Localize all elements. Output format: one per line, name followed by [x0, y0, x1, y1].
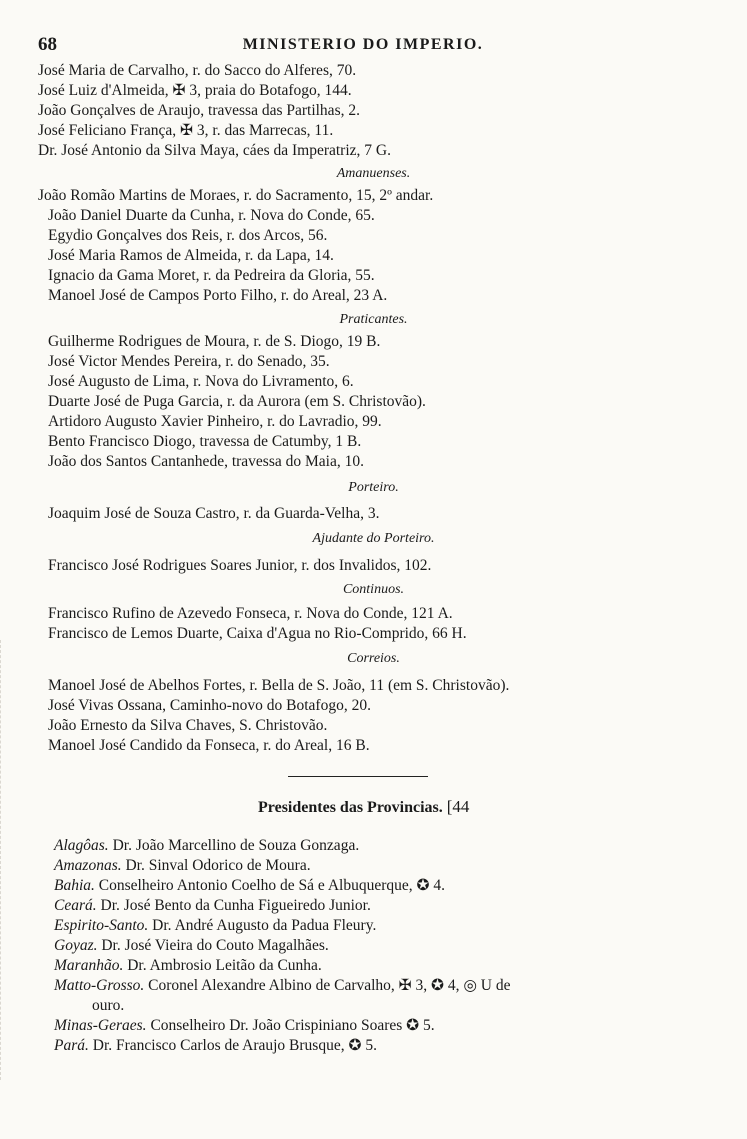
- province-president: Conselheiro Antonio Coelho de Sá e Albuquerque, ✪ 4.: [98, 877, 445, 894]
- province-entry: [54, 896, 371, 916]
- presidentes-title: Presidentes das Provincias.: [258, 799, 443, 816]
- section-heading-ajudante: Ajudante do Porteiro.: [312, 531, 435, 546]
- amanuense-line: José Maria Ramos de Almeida, r. da Lapa, 14.: [48, 247, 334, 264]
- correio-line: João Ernesto da Silva Chaves, S. Christovão.: [48, 717, 328, 734]
- province-president: Dr. Ambrosio Leitão da Cunha.: [127, 957, 322, 974]
- province-president: Dr. Francisco Carlos de Araujo Brusque, ✪ 5.: [92, 1037, 377, 1054]
- top-line: Dr. José Antonio da Silva Maya, cáes da Imperatriz, 7 G.: [38, 142, 391, 159]
- province-entry: [54, 976, 511, 996]
- province-president: Dr. José Vieira do Couto Magalhães.: [101, 937, 329, 954]
- page-header: [38, 34, 688, 58]
- province-entry: [54, 1036, 377, 1056]
- praticante-line: José Augusto de Lima, r. Nova do Livramento, 6.: [48, 373, 354, 390]
- presidentes-ref: [44: [446, 797, 470, 816]
- province-entry: [54, 956, 322, 976]
- province-president: Dr. André Augusto da Padua Fleury.: [152, 917, 377, 934]
- province-name: Minas-Geraes.: [54, 1017, 147, 1034]
- continuo-line: Francisco Rufino de Azevedo Fonseca, r. Nova do Conde, 121 A.: [48, 605, 453, 622]
- province-president: Dr. Sinval Odorico de Moura.: [125, 857, 311, 874]
- top-line: José Feliciano França, ✠ 3, r. das Marrecas, 11.: [38, 122, 334, 139]
- porteiro-line: Joaquim José de Souza Castro, r. da Guarda-Velha, 3.: [48, 505, 380, 522]
- top-line: José Luiz d'Almeida, ✠ 3, praia do Botafogo, 144.: [38, 82, 352, 99]
- province-entry: [54, 856, 311, 876]
- province-name: Amazonas.: [54, 857, 122, 874]
- page-title: MINISTERIO DO IMPERIO.: [242, 36, 484, 53]
- continuo-line: Francisco de Lemos Duarte, Caixa d'Agua no Rio-Comprido, 66 H.: [48, 625, 467, 642]
- praticante-line: José Victor Mendes Pereira, r. do Senado, 35.: [48, 353, 330, 370]
- province-name: Matto-Grosso.: [54, 977, 145, 994]
- amanuense-line: João Romão Martins de Moraes, r. do Sacramento, 15, 2º andar.: [38, 187, 434, 204]
- province-entry: [54, 1016, 435, 1036]
- section-heading-correios: Correios.: [347, 651, 400, 666]
- amanuense-line: Egydio Gonçalves dos Reis, r. dos Arcos, 56.: [48, 227, 328, 244]
- province-name: Alagôas.: [54, 837, 109, 854]
- province-name: Goyaz.: [54, 937, 98, 954]
- correio-line: Manoel José de Abelhos Fortes, r. Bella de S. João, 11 (em S. Christovão).: [48, 677, 510, 694]
- section-heading-amanuenses: Amanuenses.: [336, 166, 411, 181]
- correio-line: Manoel José Candido da Fonseca, r. do Areal, 16 B.: [48, 737, 370, 754]
- ajudante-line: Francisco José Rodrigues Soares Junior, r. dos Invalidos, 102.: [48, 557, 432, 574]
- correio-line: José Vivas Ossana, Caminho-novo do Botafogo, 20.: [48, 697, 371, 714]
- province-name: Maranhão.: [54, 957, 124, 974]
- amanuense-line: Manoel José de Campos Porto Filho, r. do Areal, 23 A.: [48, 287, 388, 304]
- praticante-line: Guilherme Rodrigues de Moura, r. de S. Diogo, 19 B.: [48, 333, 381, 350]
- section-divider: [288, 776, 428, 777]
- section-heading-praticantes: Praticantes.: [339, 312, 408, 327]
- top-line: José Maria de Carvalho, r. do Sacco do Alferes, 70.: [38, 62, 357, 79]
- province-entry: [54, 836, 359, 856]
- praticante-line: Duarte José de Puga Garcia, r. da Aurora (em S. Christovão).: [48, 393, 426, 410]
- top-line: João Gonçalves de Araujo, travessa das Partilhas, 2.: [38, 102, 360, 119]
- section-heading-continuos: Continuos.: [342, 582, 405, 597]
- province-name: Bahia.: [54, 877, 95, 894]
- amanuense-line: Ignacio da Gama Moret, r. da Pedreira da Gloria, 55.: [48, 267, 375, 284]
- province-president: Dr. José Bento da Cunha Figueiredo Junior.: [100, 897, 371, 914]
- province-name: Espirito-Santo.: [54, 917, 149, 934]
- province-president: Conselheiro Dr. João Crispiniano Soares ✪ 5.: [150, 1017, 435, 1034]
- province-entry: [54, 936, 329, 956]
- province-name: Pará.: [54, 1037, 89, 1054]
- section-heading-presidentes: [258, 797, 469, 817]
- praticante-line: João dos Santos Cantanhede, travessa do Maia, 10.: [48, 453, 364, 470]
- praticante-line: Bento Francisco Diogo, travessa de Catumby, 1 B.: [48, 433, 362, 450]
- province-entry: [54, 876, 445, 896]
- section-heading-porteiro: Porteiro.: [348, 480, 399, 495]
- province-president: Coronel Alexandre Albino de Carvalho, ✠ 3, ✪ 4, ◎ U de: [148, 977, 511, 994]
- province-president: Dr. João Marcellino de Souza Gonzaga.: [112, 837, 360, 854]
- binding-edge: [0, 640, 13, 1080]
- province-entry: [54, 916, 376, 936]
- page-number: 68: [38, 34, 57, 55]
- province-name: Ceará.: [54, 897, 97, 914]
- amanuense-line: João Daniel Duarte da Cunha, r. Nova do Conde, 65.: [48, 207, 375, 224]
- praticante-line: Artidoro Augusto Xavier Pinheiro, r. do Lavradio, 99.: [48, 413, 382, 430]
- province-continuation: ouro.: [92, 997, 125, 1014]
